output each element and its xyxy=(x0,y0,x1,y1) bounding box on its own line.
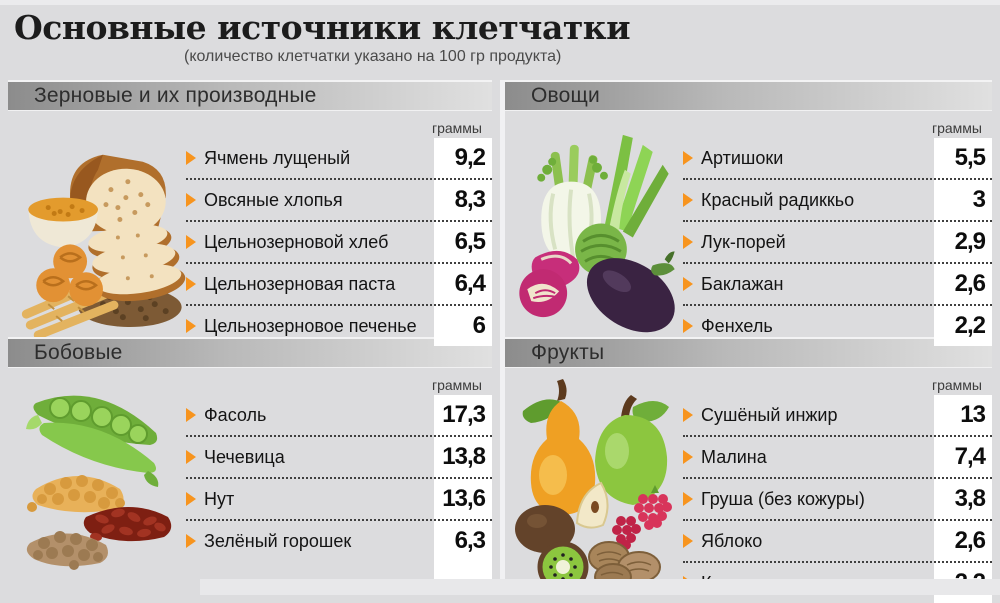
table-row xyxy=(186,306,492,346)
bullet-triangle-icon xyxy=(683,450,693,464)
item-value: 3,8 xyxy=(954,485,985,512)
vegetables-list xyxy=(683,110,992,337)
fruits-unit-label: граммы xyxy=(932,377,982,393)
bottom-watermark-band xyxy=(200,579,1000,595)
table-row xyxy=(683,395,992,437)
item-value: 2,9 xyxy=(954,228,985,255)
section-grains-header xyxy=(8,80,492,110)
item-label: Сушёный инжир xyxy=(701,404,838,425)
vegetables-illustration-svg xyxy=(505,110,683,337)
bullet-triangle-icon xyxy=(683,277,693,291)
item-label: Лук-порей xyxy=(701,231,786,252)
item-label: Фенхель xyxy=(701,315,773,336)
table-row xyxy=(683,264,992,306)
item-label: Баклажан xyxy=(701,273,784,294)
fruits-list xyxy=(683,367,992,595)
bullet-triangle-icon xyxy=(186,319,196,333)
bullet-triangle-icon xyxy=(683,319,693,333)
item-label: Артишоки xyxy=(701,147,784,168)
bullet-triangle-icon xyxy=(683,492,693,506)
item-label: Овсяные хлопья xyxy=(204,189,343,210)
legumes-list xyxy=(186,367,492,595)
section-fruits-title: Фрукты xyxy=(531,341,605,364)
item-value: 9,2 xyxy=(454,144,485,171)
table-row xyxy=(683,306,992,346)
item-label: Груша (без кожуры) xyxy=(701,488,865,509)
table-row xyxy=(186,222,492,264)
section-grains xyxy=(0,80,500,337)
item-value: 7,4 xyxy=(954,443,985,470)
sections-grid xyxy=(0,80,1000,595)
bullet-triangle-icon xyxy=(683,193,693,207)
fruits-illustration-svg xyxy=(505,367,683,595)
item-value: 2,2 xyxy=(954,312,985,339)
legumes-illustration xyxy=(8,367,186,595)
item-label: Малина xyxy=(701,446,767,467)
item-label: Ячмень лущеный xyxy=(204,147,351,168)
legumes-unit-label: граммы xyxy=(432,377,482,393)
bullet-triangle-icon xyxy=(683,408,693,422)
table-row xyxy=(186,264,492,306)
item-label: Цельнозерновой хлеб xyxy=(204,231,389,252)
table-row xyxy=(186,521,492,561)
table-row xyxy=(683,138,992,180)
bullet-triangle-icon xyxy=(186,235,196,249)
item-value: 17,3 xyxy=(442,401,485,428)
vegetables-illustration xyxy=(505,110,683,337)
top-border-strip xyxy=(0,0,1000,5)
page-title: Основные источники клетчатки xyxy=(14,8,631,47)
grains-unit-label: граммы xyxy=(432,120,482,136)
table-row xyxy=(683,479,992,521)
table-row xyxy=(683,222,992,264)
item-label: Красный радиккьо xyxy=(701,189,855,210)
fruits-illustration xyxy=(505,367,683,595)
section-fruits xyxy=(500,337,1000,595)
grains-illustration-svg xyxy=(8,110,186,337)
item-value: 5,5 xyxy=(954,144,985,171)
bullet-triangle-icon xyxy=(186,277,196,291)
bullet-triangle-icon xyxy=(186,151,196,165)
item-value: 2,6 xyxy=(954,527,985,554)
table-row xyxy=(683,180,992,222)
legumes-illustration-svg xyxy=(8,367,186,595)
table-row xyxy=(683,437,992,479)
section-legumes xyxy=(0,337,500,595)
table-row xyxy=(186,180,492,222)
section-vegetables-header xyxy=(505,80,992,110)
section-legumes-title: Бобовые xyxy=(34,341,123,364)
item-label: Чечевица xyxy=(204,446,285,467)
item-value: 13 xyxy=(960,401,985,428)
section-vegetables-title: Овощи xyxy=(531,84,600,107)
item-label: Цельнозерновое печенье xyxy=(204,315,417,336)
page-subtitle: (количество клетчатки указано на 100 гр продукта) xyxy=(184,48,562,65)
section-vegetables xyxy=(500,80,1000,337)
grains-list xyxy=(186,110,492,337)
item-value: 6,4 xyxy=(454,270,485,297)
bullet-triangle-icon xyxy=(683,235,693,249)
item-value: 6,3 xyxy=(454,527,485,554)
table-row xyxy=(683,521,992,563)
bullet-triangle-icon xyxy=(186,492,196,506)
item-label: Фасоль xyxy=(204,404,267,425)
vegetables-unit-label: граммы xyxy=(932,120,982,136)
item-value: 6,5 xyxy=(454,228,485,255)
item-value: 6 xyxy=(472,312,485,339)
table-row xyxy=(186,395,492,437)
bullet-triangle-icon xyxy=(186,408,196,422)
item-label: Яблоко xyxy=(701,530,763,551)
item-value: 13,6 xyxy=(442,485,485,512)
bullet-triangle-icon xyxy=(186,450,196,464)
bullet-triangle-icon xyxy=(683,534,693,548)
item-value: 13,8 xyxy=(442,443,485,470)
table-row xyxy=(186,479,492,521)
grains-illustration xyxy=(8,110,186,337)
item-label: Нут xyxy=(204,488,235,509)
item-label: Зелёный горошек xyxy=(204,530,352,551)
bullet-triangle-icon xyxy=(683,151,693,165)
item-value: 3 xyxy=(972,186,985,213)
table-row xyxy=(186,138,492,180)
bullet-triangle-icon xyxy=(186,193,196,207)
masthead xyxy=(0,0,1000,72)
section-grains-title: Зерновые и их производные xyxy=(34,84,317,107)
item-value: 2,6 xyxy=(954,270,985,297)
item-value: 8,3 xyxy=(454,186,485,213)
item-label: Цельнозерновая паста xyxy=(204,273,396,294)
bullet-triangle-icon xyxy=(186,534,196,548)
table-row xyxy=(186,437,492,479)
